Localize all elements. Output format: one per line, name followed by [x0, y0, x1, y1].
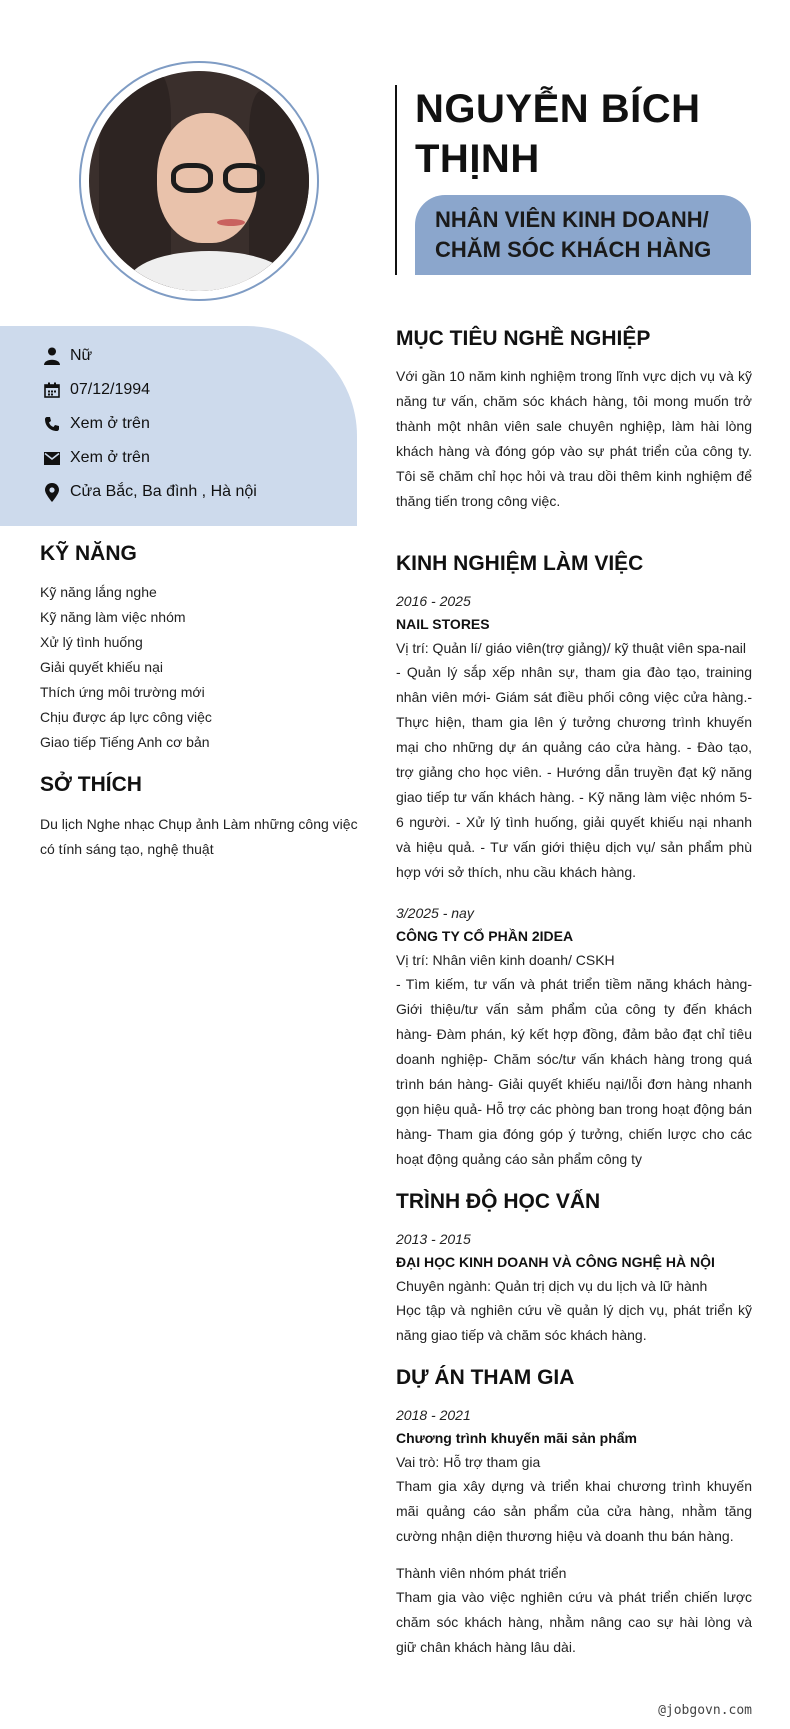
hobbies-text: Du lịch Nghe nhạc Chụp ảnh Làm những công việc có tính sáng tạo, nghệ thuật [40, 816, 358, 857]
mail-icon [40, 446, 64, 470]
education-item [396, 1228, 752, 1348]
objective-text: Với gần 10 năm kinh nghiệm trong lĩnh vực dịch vụ và kỹ năng tư vấn, chăm sóc khách hàng, tôi mong muốn trở thành một nhân viên sale chuyên nghiệp, làm hài lòng khách hàng và đóng góp vào sự phát triển của công ty. Tôi sẽ chăm chỉ học hỏi và trau dồi thêm kinh nghiệm để thăng tiến trong công việc. [396, 368, 752, 509]
glasses-icon [171, 163, 213, 193]
contact-email: Xem ở trên [40, 446, 150, 470]
list-item: Chịu được áp lực công việc [40, 709, 212, 725]
header-divider [395, 85, 397, 275]
experience-title: KINH NGHIỆM LÀM VIỆC [396, 552, 644, 575]
experience-company: CÔNG TY CỔ PHẦN 2IDEA [396, 928, 574, 944]
hobbies-title: SỞ THÍCH [40, 773, 142, 796]
experience-period: 2016 - 2025 [396, 593, 471, 609]
education-period: 2013 - 2015 [396, 1231, 471, 1247]
candidate-name: NGUYỄN BÍCH THỊNH [415, 87, 701, 181]
projects-title: DỰ ÁN THAM GIA [396, 1366, 575, 1389]
list-item: Giải quyết khiếu nại [40, 659, 163, 675]
watermark: @jobgovn.com [658, 1703, 752, 1718]
experience-description: - Tìm kiếm, tư vấn và phát triển tiềm năng khách hàng- Giới thiệu/tư vấn sảm phẩm của công ty đến khách hàng- Đàm phán, ký kết hợp đồng, đảm bảo đạt chỉ tiêu doanh nghiệp- Chăm sóc/tư vấn khách hàng trong quá trình bán hàng- Giải quyết khiếu nại/lỗi đơn hàng nhanh gọn hiệu quả- Hỗ trợ các phòng ban trong hoạt động bán hàng- Tham gia đóng góp ý tưởng, chiến lược cho các hoạt động quảng cáo sản phẩm công ty [396, 976, 752, 1167]
person-icon [40, 344, 64, 368]
skills-list [40, 580, 212, 755]
avatar [89, 71, 309, 291]
skills-title: KỸ NĂNG [40, 542, 137, 565]
project-role: Vai trò: Hỗ trợ tham gia [396, 1454, 541, 1470]
phone-icon [40, 412, 64, 436]
job-title-badge: NHÂN VIÊN KINH DOANH/ CHĂM SÓC KHÁCH HÀNG [415, 195, 751, 275]
project-member-description: Tham gia vào việc nghiên cứu và phát triển chiến lược chăm sóc khách hàng, nhằm nâng cao sự hài lòng và giữ chân khách hàng lâu dài. [396, 1589, 752, 1655]
education-school: ĐẠI HỌC KINH DOANH VÀ CÔNG NGHỆ HÀ NỘI [396, 1254, 715, 1270]
list-item: Giao tiếp Tiếng Anh cơ bản [40, 734, 210, 750]
calendar-icon [40, 378, 64, 402]
experience-position: Vị trí: Quản lí/ giáo viên(trợ giảng)/ kỹ thuật viên spa-nail [396, 640, 747, 656]
experience-item-2idea [396, 902, 752, 1172]
list-item: Xử lý tình huống [40, 634, 143, 650]
experience-item-nail-stores [396, 590, 752, 885]
project-item [396, 1404, 752, 1660]
project-period: 2018 - 2021 [396, 1407, 471, 1423]
list-item: Kỹ năng lắng nghe [40, 584, 157, 600]
education-title: TRÌNH ĐỘ HỌC VẤN [396, 1190, 601, 1213]
experience-company: NAIL STORES [396, 616, 490, 632]
project-name: Chương trình khuyến mãi sản phẩm [396, 1430, 638, 1446]
list-item: Thích ứng môi trường mới [40, 684, 205, 700]
contact-address: Cửa Bắc, Ba đình , Hà nội [40, 480, 257, 504]
location-pin-icon [40, 480, 64, 504]
list-item: Kỹ năng làm việc nhóm [40, 609, 186, 625]
avatar-frame [79, 61, 319, 301]
education-description: Học tập và nghiên cứu về quản lý dịch vụ, phát triển kỹ năng giao tiếp và chăm sóc khách hàng. [396, 1302, 752, 1343]
contact-gender: Nữ [40, 344, 92, 368]
objective-title: MỤC TIÊU NGHỀ NGHIỆP [396, 327, 651, 350]
experience-position: Vị trí: Nhân viên kinh doanh/ CSKH [396, 952, 615, 968]
contact-phone: Xem ở trên [40, 412, 150, 436]
education-major: Chuyên ngành: Quản trị dịch vụ du lịch và lữ hành [396, 1278, 708, 1294]
experience-description: - Quản lý sắp xếp nhân sự, tham gia đào tạo, training nhân viên mới- Giám sát điều phối công việc cửa hàng.- Thực hiện, tham gia lên ý tưởng chương trình khuyến mại cho những dự án quảng cáo cửa hàng. - Đào tạo, trợ giảng cho học viên. - Hướng dẫn truyền đạt kỹ năng giao tiếp tư vấn khách hàng. - Kỹ năng làm việc nhóm 5-6 người. - Xử lý tình huống, giải quyết khiếu nại nhanh và hiệu quả. - Tư vấn giới thiệu dịch vụ/ sản phẩm phù hợp với sở thích, nhu cầu khách hàng. [396, 664, 752, 880]
project-description: Tham gia xây dựng và triển khai chương trình khuyến mãi quảng cáo sản phẩm của cửa hàng, nhằm tăng cường nhận diện thương hiệu và doanh thu bán hàng. [396, 1478, 752, 1544]
experience-period: 3/2025 - nay [396, 905, 474, 921]
project-member-title: Thành viên nhóm phát triển [396, 1565, 567, 1581]
contact-birthday: 07/12/1994 [40, 378, 150, 402]
